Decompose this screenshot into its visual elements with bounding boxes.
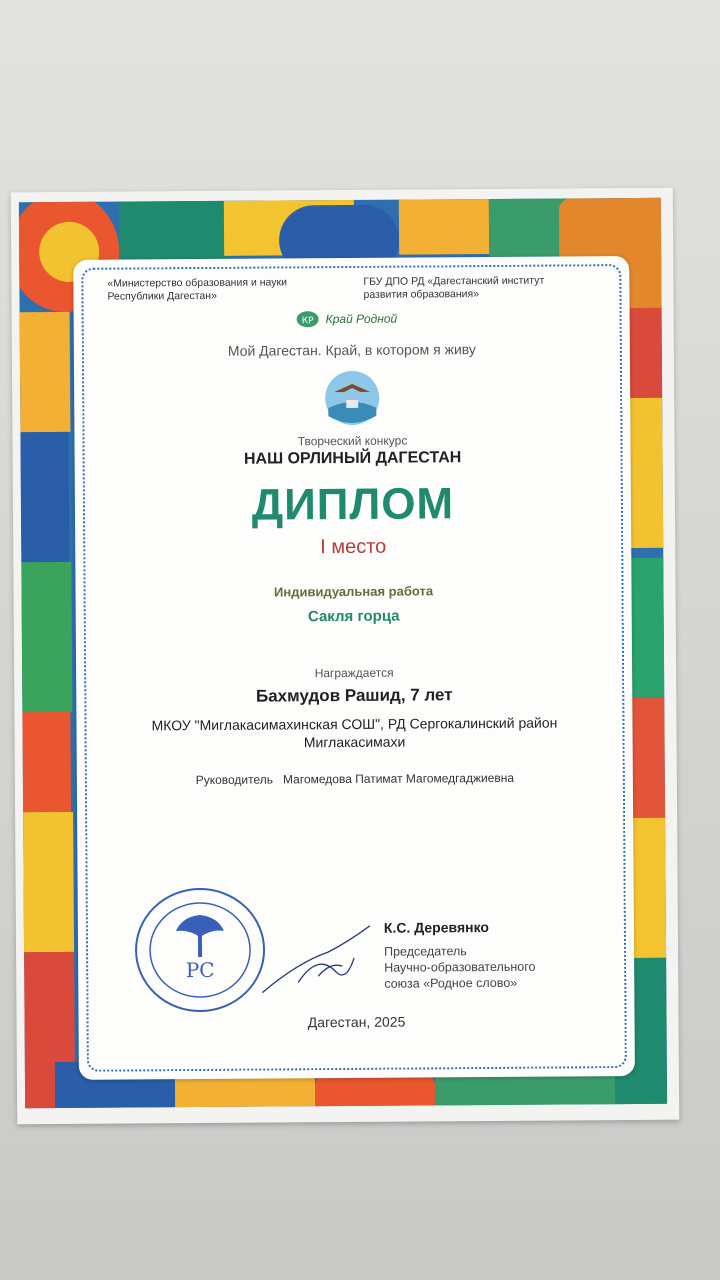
diploma-title: ДИПЛОМ	[251, 479, 455, 530]
svg-text:РС: РС	[185, 957, 215, 983]
award-label: Награждается	[314, 665, 394, 681]
svg-text:КР: КР	[301, 316, 314, 327]
work-type: Индивидуальная работа	[273, 583, 434, 600]
decorative-border	[19, 198, 667, 1108]
seal-icon	[132, 885, 269, 1016]
eagle-emblem-icon	[324, 370, 380, 426]
certificate-panel	[73, 256, 635, 1080]
diploma-place: I место	[320, 535, 387, 559]
handwritten-signature	[258, 922, 379, 1008]
project-logo	[296, 310, 398, 329]
signatory-position: Председатель Научно-образовательного союза «Родное слово»	[384, 944, 536, 991]
supervisor-label: Руководитель	[195, 772, 274, 788]
contest-label: Творческий конкурс	[297, 433, 408, 449]
leaf-logo-icon	[296, 310, 320, 328]
contest-emblem	[324, 370, 380, 431]
project-logo-text: Край Родной	[325, 311, 398, 327]
project-subtitle: Мой Дагестан. Край, в котором я живу	[227, 341, 476, 359]
diploma-sheet	[11, 188, 679, 1125]
school-line-2: Миглакасимахи	[303, 733, 406, 751]
official-seal	[132, 885, 269, 1021]
supervisor-name: Магомедова Патимат Магомедгаджиевна	[282, 770, 515, 787]
work-title: Сакля горца	[307, 607, 400, 626]
institute-name: ГБУ ДПО РД «Дагестанский институт развития образования»	[363, 274, 545, 301]
signatory-name: К.С. Деревянко	[383, 919, 489, 936]
supervisor-line	[77, 770, 633, 788]
awardee-name: Бахмудов Рашид, 7 лет	[255, 685, 453, 706]
ministry-name: «Министерство образования и науки Республики Дагестан»	[107, 276, 287, 303]
place-date: Дагестан, 2025	[307, 1013, 406, 1031]
school-line-1: МКОУ "Миглакасимахинская СОШ", РД Сергокалинский район	[151, 714, 558, 734]
contest-name: НАШ ОРЛИНЫЙ ДАГЕСТАН	[243, 449, 462, 468]
signature-icon	[258, 922, 379, 1003]
